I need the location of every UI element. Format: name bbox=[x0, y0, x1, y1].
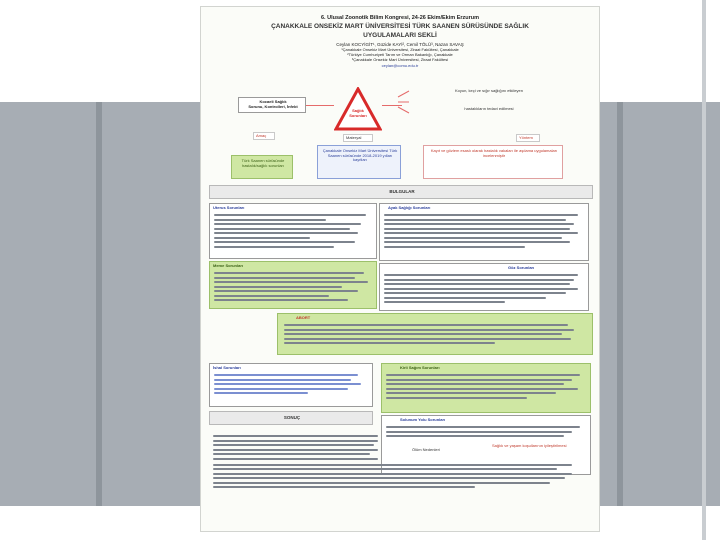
uterus-heading: Uterus Sorunları bbox=[213, 205, 245, 210]
affiliation-2: ²Türkiye Cumhuriyeti Tarım ve Orman Bakanlığı, Çanakkale bbox=[347, 52, 453, 57]
connector-left bbox=[306, 105, 334, 106]
warning-sign-icon bbox=[334, 87, 382, 131]
bulgular-heading: BULGULAR bbox=[389, 189, 415, 194]
poster-title-line-1: ÇANAKKALE ONSEKİZ MART ÜNİVERSİTESİ TÜRK SAANEN SÜRÜSÜNDE SAĞLIK bbox=[271, 23, 529, 30]
affiliation-1: ¹Çanakkale Onsekiz Mart Üniversitesi, Ziraat Fakültesi, Çanakkale bbox=[341, 47, 459, 52]
kirli-lines bbox=[386, 374, 588, 401]
right-note-2: hastalıkların tedavi edilmesi bbox=[464, 106, 514, 111]
goz-heading: Göz Sorunları bbox=[508, 265, 535, 270]
arrows-icon bbox=[397, 89, 411, 115]
ayak-heading: Ayak Sağlığı Sorunları bbox=[388, 205, 431, 210]
sign-label: Sağlık Sorunları bbox=[349, 108, 367, 118]
meme-box bbox=[209, 261, 377, 309]
meme-lines bbox=[214, 272, 374, 304]
kirli-box bbox=[381, 363, 591, 413]
right-note-1: Koyun, keçi ve sığır sağlığını etkileyen bbox=[454, 88, 524, 93]
sonuc-band bbox=[209, 411, 373, 425]
left-info-text: Kocaeli Sağlık Sorunu, Kontrolleri, İnfekt bbox=[248, 99, 298, 109]
abort-lines bbox=[284, 324, 586, 347]
materyal-label: Materyal bbox=[343, 134, 373, 142]
right-stripe bbox=[617, 102, 623, 506]
uterus-lines bbox=[214, 214, 374, 250]
yontem-label: Yöntem bbox=[516, 134, 540, 142]
goz-lines bbox=[384, 274, 586, 306]
left-info-box bbox=[238, 97, 306, 113]
ayak-box bbox=[379, 203, 589, 261]
uterus-box bbox=[209, 203, 377, 259]
ishal-box bbox=[209, 363, 373, 407]
yontem-box bbox=[423, 145, 563, 179]
poster bbox=[200, 6, 600, 532]
yontem-text: Kayıt ve gözlem esaslı olarak hastalık vakaları ile aşılama uygulamaları incelenmiştir bbox=[430, 148, 558, 158]
materyal-text: Çanakkale Onsekiz Mart Üniversitesi Türk Saanen sürüsünde 2018-2019 yılları kayıtları bbox=[322, 148, 398, 163]
ishal-lines bbox=[214, 374, 370, 397]
solunum-heading: Solunum Yolu Sorunları bbox=[400, 417, 446, 422]
annotation-2: Sağlık ve yaşam koşullarının iyileştirilmesi bbox=[492, 443, 567, 448]
amac-box bbox=[231, 155, 293, 179]
kirli-heading: Kirli Sağım Sorunları bbox=[400, 365, 440, 370]
poster-title-line-2: UYGULAMALARI SEKLİ bbox=[363, 32, 437, 39]
sonuc-lines bbox=[213, 435, 587, 491]
congress-line: 6. Ulusal Zoonotik Bilim Kongresi, 24-26 Ekim/Ekim Erzurum bbox=[320, 15, 479, 21]
affiliation-3: ³Çanakkale Onsekiz Mart Üniversitesi, Ziraat Fakültesi bbox=[351, 57, 449, 62]
ayak-lines bbox=[384, 214, 586, 250]
emails: ceylan@comu.edu.tr bbox=[381, 63, 419, 68]
bulgular-band bbox=[209, 185, 593, 199]
ishal-heading: İshal Sorunları bbox=[213, 365, 241, 370]
abort-box bbox=[277, 313, 593, 355]
sonuc-heading: SONUÇ bbox=[283, 415, 301, 420]
amac-text: Türk Saanen sürüsünde hastalık/sağlık sorunları bbox=[241, 158, 285, 168]
materyal-box bbox=[317, 145, 401, 179]
right-edge-line bbox=[702, 0, 706, 540]
amac-label: Amaç bbox=[253, 132, 275, 140]
authors: Ceylan KOCYİGİT¹, Güzide KAYİ², Cemil TÖLÜ³, Nazan SAVAŞ bbox=[336, 42, 464, 47]
left-stripe bbox=[96, 102, 102, 506]
annotation-1: Ölüm Nedenleri bbox=[412, 447, 440, 452]
meme-heading: Meme Sorunları bbox=[213, 263, 244, 268]
abort-heading: ABORT bbox=[296, 315, 311, 320]
goz-box bbox=[379, 263, 589, 311]
